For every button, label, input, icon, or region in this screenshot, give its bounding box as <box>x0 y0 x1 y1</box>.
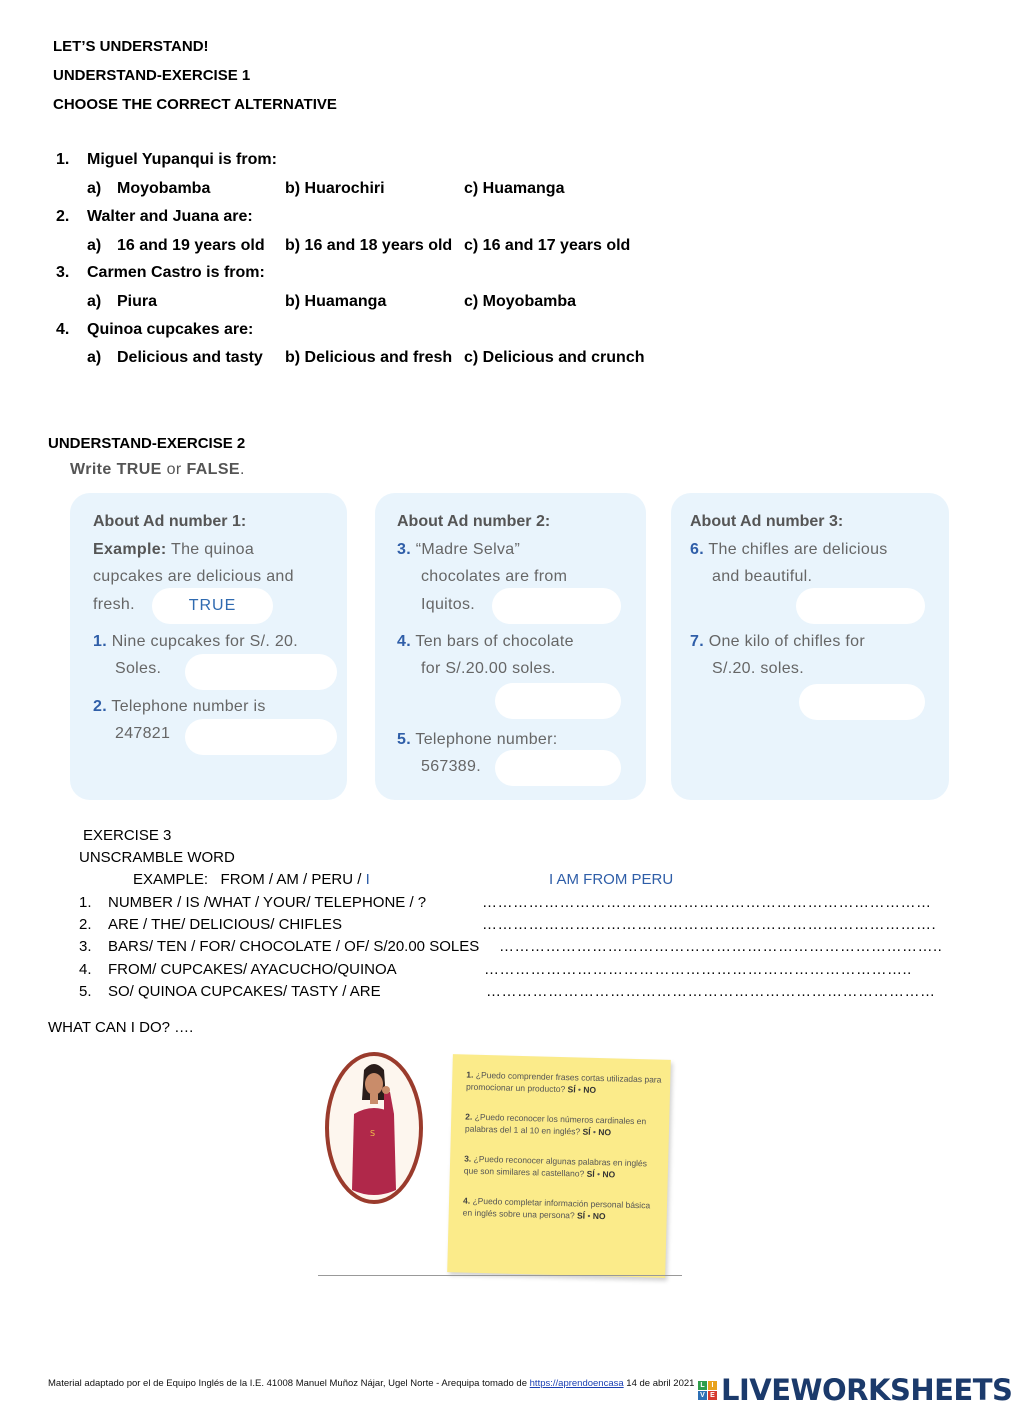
item-text: The chifles are delicious <box>708 541 888 558</box>
item-3-line-1 <box>397 536 520 563</box>
item-number: 1. <box>93 633 107 650</box>
option-a[interactable]: Piura <box>117 293 158 310</box>
option-b[interactable]: b) Huamanga <box>285 293 387 310</box>
unscramble-words: BARS/ TEN / FOR/ CHOCOLATE / OF/ S/20.00 SOLES <box>108 938 480 955</box>
item-number: 2. <box>93 698 107 715</box>
item-text: Nine cupcakes for S/. 20. <box>111 633 298 650</box>
options-row-2 <box>87 237 687 257</box>
answer-input-3[interactable] <box>492 588 621 624</box>
unscramble-words: SO/ QUINOA CUPCAKES/ TASTY / ARE <box>108 983 381 1000</box>
yes-option[interactable]: SÍ <box>576 1210 586 1221</box>
option-a-label: a) <box>87 349 102 366</box>
logo-letter: L <box>698 1381 707 1390</box>
answer-line-1[interactable]: …………………………………………………………………………… <box>482 894 932 911</box>
note-text: ¿Puedo reconocer algunas palabras en inglés que son similares al castellano? <box>463 1153 648 1179</box>
instruction-false: FALSE <box>186 461 240 478</box>
unscramble-number: 4. <box>79 961 92 978</box>
option-c[interactable]: c) Moyobamba <box>464 293 577 310</box>
question-number: 2. <box>56 208 70 225</box>
girl-portrait-illustration <box>324 1050 424 1206</box>
answer-input-5[interactable] <box>495 750 621 786</box>
logo-grid-icon <box>698 1381 717 1400</box>
item-2-line-2: 247821 <box>115 725 171 742</box>
item-7-line-2: S/.20. soles. <box>712 660 804 677</box>
footer-credit <box>48 1378 694 1389</box>
no-option[interactable]: NO <box>602 1169 616 1180</box>
ad-card-1 <box>70 493 347 800</box>
answer-input-7[interactable] <box>799 684 925 720</box>
example-line-2: cupcakes are delicious and <box>93 568 294 585</box>
item-7-line-1 <box>690 628 865 655</box>
example-label: EXAMPLE: <box>133 871 209 888</box>
question-number: 4. <box>56 321 70 338</box>
unscramble-number: 1. <box>79 894 92 911</box>
option-b[interactable]: b) Huarochiri <box>285 180 385 197</box>
note-item-4 <box>463 1195 660 1224</box>
ad-card-2 <box>375 493 646 800</box>
item-number: 4. <box>397 633 411 650</box>
heading-lets-understand: LET’S UNDERSTAND! <box>53 38 209 55</box>
logo-letter: V <box>698 1391 707 1400</box>
option-c[interactable]: c) 16 and 17 years old <box>464 237 631 254</box>
unscramble-number: 5. <box>79 983 92 1000</box>
unscramble-number: 2. <box>79 916 92 933</box>
unscramble-words: ARE / THE/ DELICIOUS/ CHIFLES <box>108 916 342 933</box>
footer-link[interactable]: https://aprendoencasa <box>529 1378 624 1389</box>
card-title: About Ad number 2: <box>397 513 551 530</box>
example-words: FROM / AM / PERU / <box>220 871 362 888</box>
no-option[interactable]: NO <box>592 1210 606 1222</box>
item-6-line-1 <box>690 536 888 563</box>
instruction-or: or <box>161 461 187 478</box>
yes-option[interactable]: SÍ <box>582 1126 591 1137</box>
unscramble-words: FROM/ CUPCAKES/ AYACUCHO/QUINOA <box>108 961 397 978</box>
question-number: 3. <box>56 264 70 281</box>
answer-input-2[interactable] <box>185 719 337 755</box>
note-text: ¿Puedo completar información personal básica en inglés sobre una persona? <box>462 1195 651 1221</box>
option-b[interactable]: b) Delicious and fresh <box>285 349 453 366</box>
self-assessment-note <box>447 1054 671 1278</box>
question-2 <box>0 208 700 228</box>
separator: • <box>584 1210 593 1221</box>
option-a[interactable]: Moyobamba <box>117 180 211 197</box>
item-2-line-1 <box>93 693 266 720</box>
logo-letter: I <box>708 1381 717 1390</box>
note-number: 1. <box>466 1069 474 1080</box>
note-number: 2. <box>465 1111 473 1122</box>
example-last-word: I <box>361 871 370 888</box>
item-text: One kilo of chifles for <box>708 633 866 650</box>
item-1-line-1 <box>93 628 298 655</box>
card-title: About Ad number 3: <box>690 513 844 530</box>
question-3 <box>0 264 700 284</box>
liveworksheets-logo <box>698 1372 1012 1408</box>
item-text: Ten bars of chocolate <box>415 633 574 650</box>
yes-option[interactable]: SÍ <box>586 1168 595 1179</box>
heading-exercise-2: UNDERSTAND-EXERCISE 2 <box>48 435 246 452</box>
item-4-line-2: for S/.20.00 soles. <box>421 660 556 677</box>
example-answer-box: TRUE <box>152 588 273 624</box>
item-5-line-1 <box>397 726 558 753</box>
footer-date: 14 de abril 2021 <box>626 1378 695 1389</box>
answer-input-6[interactable] <box>796 588 925 624</box>
footer-text: Material adaptado por el de Equipo Inglés de la I.E. 41008 Manuel Muñoz Nájar, Ugel Norte - Arequipa tomado de <box>48 1378 530 1389</box>
answer-input-1[interactable] <box>185 654 337 690</box>
note-text: ¿Puedo comprender frases cortas utilizadas para promocionar un producto? <box>465 1069 662 1095</box>
item-text: Telephone number: <box>415 731 558 748</box>
separator: • <box>594 1168 603 1180</box>
option-a-label: a) <box>87 180 102 197</box>
answer-line-5[interactable]: …………………………………………………………………………… <box>486 983 936 1000</box>
separator: • <box>575 1084 584 1095</box>
unscramble-words: NUMBER / IS /WHAT / YOUR/ TELEPHONE / ? <box>108 894 427 911</box>
logo-letter: E <box>708 1391 717 1400</box>
item-number: 6. <box>690 541 704 558</box>
example-answer: I AM FROM PERU <box>549 871 674 888</box>
item-1-line-2: Soles. <box>115 660 162 677</box>
note-item-2 <box>465 1111 662 1140</box>
svg-text:S: S <box>370 1129 376 1138</box>
answer-line-4[interactable]: ……………………………………………………………………….. <box>484 961 912 978</box>
item-5-line-2: 567389. <box>421 758 481 775</box>
item-3-line-2: chocolates are from <box>421 568 568 585</box>
question-1 <box>0 151 700 171</box>
question-text: Quinoa cupcakes are: <box>87 321 254 338</box>
question-number: 1. <box>56 151 70 168</box>
question-4 <box>0 321 700 341</box>
question-text: Miguel Yupanqui is from: <box>87 151 277 168</box>
options-row-4 <box>87 349 687 369</box>
yes-option[interactable]: SÍ <box>567 1084 576 1095</box>
options-row-1 <box>87 180 687 200</box>
example-line-3: fresh. <box>93 596 135 613</box>
item-4-line-1 <box>397 628 574 655</box>
option-c[interactable]: c) Delicious and crunch <box>464 349 645 366</box>
no-option[interactable]: NO <box>583 1084 597 1095</box>
note-number: 4. <box>462 1195 471 1206</box>
option-c[interactable]: c) Huamanga <box>464 180 565 197</box>
item-text: Telephone number is <box>111 698 266 715</box>
item-number: 7. <box>690 633 704 650</box>
heading-choose: CHOOSE THE CORRECT ALTERNATIVE <box>53 96 337 113</box>
unscramble-number: 3. <box>79 938 92 955</box>
note-item-1 <box>466 1069 663 1098</box>
exercise-2-instruction <box>70 461 245 479</box>
options-row-3 <box>87 293 687 313</box>
separator: • <box>590 1126 599 1138</box>
answer-line-3[interactable]: ………………………………………………………………………….. <box>499 938 943 955</box>
item-6-line-2: and beautiful. <box>712 568 813 585</box>
option-a-label: a) <box>87 237 102 254</box>
item-3-line-3: Iquitos. <box>421 596 475 613</box>
answer-input-4[interactable] <box>495 683 621 719</box>
question-text: Carmen Castro is from: <box>87 264 265 281</box>
exercise-3-subtitle: UNSCRAMBLE WORD <box>79 849 235 866</box>
option-a[interactable]: 16 and 19 years old <box>117 237 265 254</box>
instruction-write: Write <box>70 461 117 478</box>
note-number: 3. <box>464 1153 472 1164</box>
card-title: About Ad number 1: <box>93 513 247 530</box>
no-option[interactable]: NO <box>598 1127 612 1138</box>
option-a[interactable]: Delicious and tasty <box>117 349 263 366</box>
answer-line-2[interactable]: ……………………………………………………………………………. <box>482 916 937 933</box>
note-item-3 <box>464 1153 661 1182</box>
what-can-i-do: WHAT CAN I DO? …. <box>48 1019 194 1036</box>
instruction-true: TRUE <box>116 461 162 478</box>
option-a-label: a) <box>87 293 102 310</box>
heading-exercise-3: EXERCISE 3 <box>83 827 172 844</box>
instruction-period: . <box>240 461 245 478</box>
option-b[interactable]: b) 16 and 18 years old <box>285 237 453 254</box>
logo-text: LIVEWORKSHEETS <box>721 1373 1012 1407</box>
example-text: The quinoa <box>166 541 255 558</box>
divider-line <box>318 1275 682 1276</box>
exercise-3-example <box>133 871 370 888</box>
item-text: “Madre Selva” <box>415 541 521 558</box>
item-number: 5. <box>397 731 411 748</box>
heading-exercise-1: UNDERSTAND-EXERCISE 1 <box>53 67 251 84</box>
example-label: Example: <box>93 541 167 558</box>
note-text: ¿Puedo reconocer los números cardinales en palabras del 1 al 10 en inglés? <box>464 1111 647 1137</box>
question-text: Walter and Juana are: <box>87 208 253 225</box>
ad-card-3 <box>671 493 949 800</box>
item-number: 3. <box>397 541 411 558</box>
example-line-1 <box>93 536 254 563</box>
